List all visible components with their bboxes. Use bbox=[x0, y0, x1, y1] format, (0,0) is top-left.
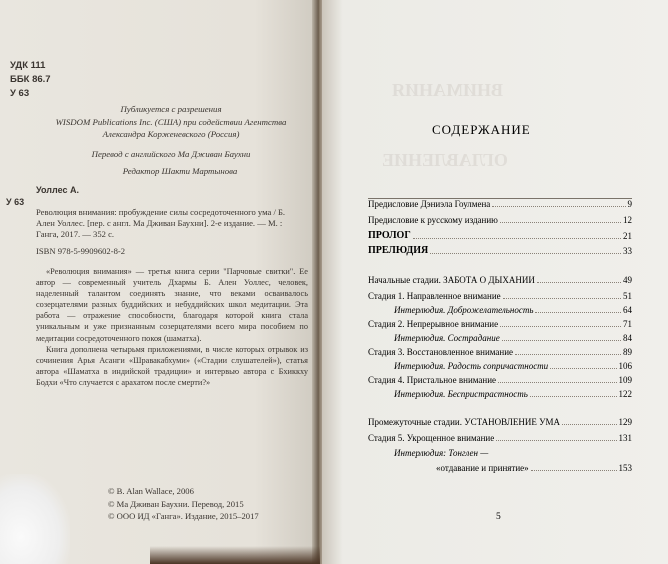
cover-edge bbox=[150, 546, 320, 564]
toc-entry[interactable] bbox=[368, 290, 632, 302]
toc-entry-page: 49 bbox=[623, 275, 632, 285]
toc-entry-text: Стадия 5. Укрощенное внимание bbox=[368, 433, 495, 443]
toc-entry-text: Стадия 4. Пристальное внимание bbox=[368, 375, 497, 385]
dot-leader bbox=[496, 432, 616, 441]
toc-entry-text: Стадия 1. Направленное внимание bbox=[368, 291, 501, 301]
toc-entry[interactable] bbox=[394, 360, 632, 372]
toc-entry-page: 131 bbox=[618, 433, 632, 443]
toc-entry-text: Интерлюдия. Радость сопричастности bbox=[394, 361, 549, 371]
toc-entry[interactable] bbox=[368, 416, 632, 428]
toc-entry-text: Интерлюдия: Тонглен — bbox=[394, 448, 489, 458]
dot-leader bbox=[530, 388, 617, 397]
toc-entry[interactable] bbox=[394, 332, 632, 344]
publication-note bbox=[40, 103, 302, 160]
editor-line: Редактор Шакти Мартынова bbox=[122, 166, 238, 176]
toc-entry-text: Предисловие к русскому изданию bbox=[368, 215, 498, 225]
annotation-paragraph: Книга дополнена четырьмя приложениями, в числе которых отрывок из сочинения Арья Асанги «Шравакабхуми» («Стадии слушателей»), статья автора «Шаматха в индийской традиции» и интервью автора с Бхиккху Бодхи «Что случается с арахатом после смерти?» bbox=[36, 344, 308, 387]
toc-entry-page: 9 bbox=[627, 199, 632, 209]
toc-entry-page: 89 bbox=[623, 347, 632, 357]
dot-leader bbox=[498, 374, 616, 383]
show-through-text: ОГЛАВЛЕНИЕ bbox=[382, 150, 508, 170]
toc-entry-text: Начальные стадии. ЗАБОТА О ДЫХАНИИ bbox=[368, 275, 535, 285]
toc-entry[interactable] bbox=[368, 214, 632, 226]
publication-line: WISDOM Publications Inc. (США) при содействии Агентства bbox=[55, 116, 287, 127]
toc-entry-page: 71 bbox=[623, 319, 632, 329]
bibliographic-record: Революция внимания: пробуждение силы сосредоточенного ума / Б. Ален Уоллес. [пер. с англ. Ма Дживан Баухни]. 2-е издание. — М. : Ганга, 2017. — 352 с. bbox=[36, 207, 286, 240]
bbk-code: ББК 86.7 bbox=[10, 74, 51, 85]
toc-entry-page: 84 bbox=[623, 333, 632, 343]
dot-leader bbox=[492, 198, 625, 207]
dot-leader bbox=[550, 360, 616, 369]
catalog-codes bbox=[10, 59, 51, 101]
dot-leader bbox=[500, 214, 621, 223]
publication-line: Александра Корженевского (Россия) bbox=[102, 129, 240, 139]
toc-entry-text: ПРЕЛЮДИЯ bbox=[368, 245, 429, 256]
dot-leader bbox=[502, 332, 621, 341]
page-number: 5 bbox=[496, 512, 501, 522]
copyright-line: © ООО ИД «Ганга». Издание, 2015–2017 bbox=[108, 511, 259, 521]
toc-entry[interactable] bbox=[368, 432, 632, 444]
toc-entry-page: 12 bbox=[623, 215, 632, 225]
toc-entry-page: 21 bbox=[623, 231, 632, 241]
toc-entry-text: Интерлюдия. Доброжелательность bbox=[394, 305, 534, 315]
publication-line: Публикуется с разрешения bbox=[120, 104, 222, 114]
toc-entry[interactable] bbox=[368, 245, 632, 257]
toc-entry-text: Интерлюдия. Беспристрастность bbox=[394, 389, 528, 399]
copyright-line: © B. Alan Wallace, 2006 bbox=[108, 486, 194, 496]
toc-entry[interactable] bbox=[394, 388, 632, 400]
dot-leader bbox=[535, 304, 621, 313]
toc-entry-page: 51 bbox=[623, 291, 632, 301]
dot-leader bbox=[537, 274, 621, 283]
toc-entry-text: Стадия 2. Непрерывное внимание bbox=[368, 319, 499, 329]
show-through-text: ВНИМАНИЯ bbox=[392, 80, 503, 100]
gloved-hand bbox=[0, 474, 70, 564]
toc-entry-text: «отдавание и принятие» bbox=[436, 463, 529, 473]
toc-entry[interactable] bbox=[368, 346, 632, 358]
author-sign-repeat: У 63 bbox=[6, 197, 25, 207]
toc-entry[interactable] bbox=[368, 230, 632, 242]
toc-entry-page: 129 bbox=[618, 417, 632, 427]
annotation-paragraph: «Революция внимания» — третья книга серии "Парчовые свитки". Ее автор — современный учитель Дхармы Б. Ален Уоллес, человек, наделенный талантом соединять знание, что веками осваивалось созерцателями разных буддийских и небуддийских школ медитации. Эта работа — отражение способности, благодаря которой книга стала уникальным и уже признанным созерцателями всего мира пособием по медитации сосредоточенного покоя (шаматха). bbox=[36, 267, 308, 343]
dot-leader bbox=[515, 346, 621, 355]
toc-entry-text: ПРОЛОГ bbox=[368, 230, 411, 241]
toc-entry[interactable] bbox=[368, 274, 632, 286]
toc-entry[interactable] bbox=[368, 198, 632, 210]
copyright-line: © Ма Дживан Баухни. Перевод, 2015 bbox=[108, 498, 244, 509]
dot-leader bbox=[562, 416, 616, 425]
dot-leader bbox=[430, 245, 621, 254]
toc-entry-page: 122 bbox=[618, 389, 632, 399]
udk-code: УДК 111 bbox=[10, 60, 46, 71]
toc-entry[interactable] bbox=[394, 447, 632, 459]
toc-entry-text: Интерлюдия. Сострадание bbox=[394, 333, 500, 343]
toc-entry-page: 109 bbox=[618, 375, 632, 385]
author-sign: У 63 bbox=[10, 88, 30, 99]
toc-entry-page: 153 bbox=[618, 463, 632, 473]
toc-entry-page: 33 bbox=[623, 246, 632, 256]
toc-entry-page: 106 bbox=[618, 361, 632, 371]
dot-leader bbox=[500, 318, 621, 327]
dot-leader bbox=[531, 462, 617, 471]
toc-entry-page: 64 bbox=[623, 305, 632, 315]
toc-entry-text: Предисловие Дэниэла Гоулмена bbox=[368, 199, 491, 209]
annotation bbox=[36, 266, 308, 388]
toc-title: СОДЕРЖАНИЕ bbox=[432, 122, 531, 137]
dot-leader bbox=[503, 290, 621, 299]
translator-line: Перевод с английского Ма Дживан Баухни bbox=[91, 148, 251, 159]
toc-entry[interactable] bbox=[394, 304, 632, 316]
toc-entry[interactable] bbox=[368, 374, 632, 386]
dot-leader bbox=[413, 230, 621, 239]
toc-entry-text: Промежуточные стадии. УСТАНОВЛЕНИЕ УМА bbox=[368, 417, 561, 427]
isbn: ISBN 978-5-9909602-8-2 bbox=[36, 246, 126, 256]
copyright-block bbox=[108, 485, 259, 523]
toc-entry[interactable] bbox=[368, 318, 632, 330]
toc-entry[interactable] bbox=[436, 462, 632, 474]
author-heading: Уоллес А. bbox=[36, 185, 80, 195]
toc-entry-text: Стадия 3. Восстановленное внимание bbox=[368, 347, 514, 357]
